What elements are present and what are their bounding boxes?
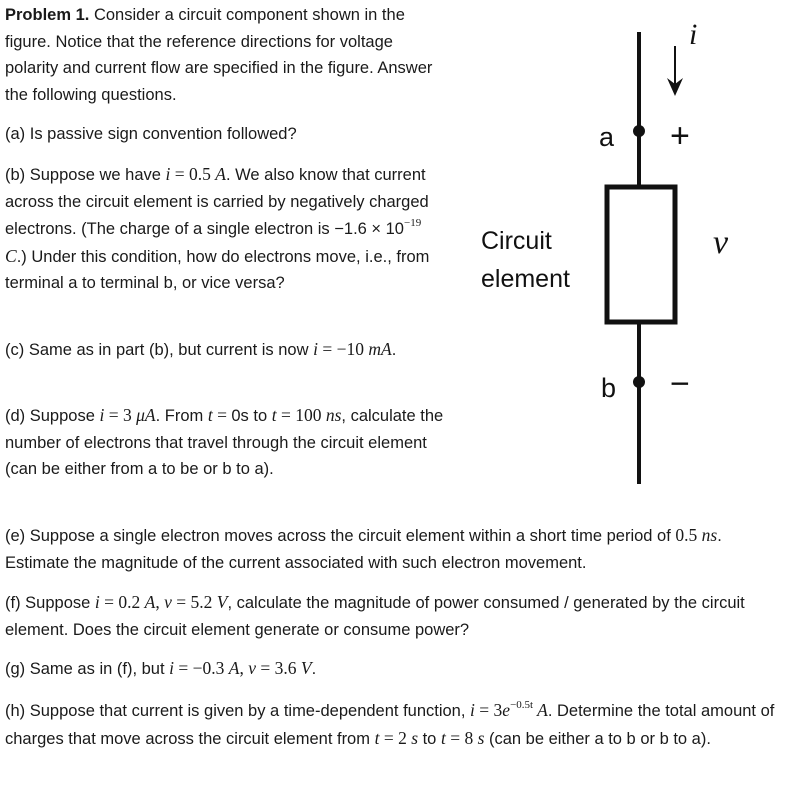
- minus-sign: −: [670, 365, 690, 403]
- terminal-a-dot: [633, 125, 645, 137]
- question-a: (a) Is passive sign convention followed?: [5, 125, 297, 143]
- element-label-line2: element: [481, 265, 570, 293]
- plus-sign: +: [670, 117, 690, 155]
- question-c: (c) Same as in part (b), but current is now i = −10 mA.: [5, 339, 397, 359]
- question-e: (e) Suppose a single electron moves across the circuit element within a short time period of 0.5 ns. Estimate the magnitude of the current associated with such electron movement.: [5, 525, 722, 572]
- intro-text: Consider a circuit component shown in the figure. Notice that the reference directions for voltage polarity and current flow are specified in the figure. Answer the following questions.: [5, 6, 433, 104]
- terminal-b-label: b: [601, 373, 617, 403]
- element-label-line1: Circuit: [481, 227, 552, 255]
- question-d: (d) Suppose i = 3 μA. From t = 0s to t = 100 ns, calculate the number of electrons that travel through the circuit element (can be either from a to be or b to a).: [5, 405, 444, 478]
- circuit-element-box: [607, 187, 675, 322]
- terminal-a-label: a: [599, 122, 615, 152]
- question-f: (f) Suppose i = 0.2 A, v = 5.2 V, calculate the magnitude of power consumed / generated by the circuit element. Does the circuit element generate or consume power?: [5, 592, 745, 639]
- question-h: (h) Suppose that current is given by a time-dependent function, $i = 3e^{-0.5t}$ A. Determine the total amount of charges that move across the circuit element from t = 2 s to t = 8 s (can be either a to b or b to a).: [5, 698, 775, 748]
- terminal-b-dot: [633, 376, 645, 388]
- problem-intro: [5, 2, 447, 108]
- problem-title: Problem 1.: [5, 6, 90, 24]
- question-g: (g) Same as in (f), but i = −0.3 A, v = 3.6 V.: [5, 658, 317, 678]
- question-b: (b) Suppose we have i = 0.5 A. We also know that current across the circuit element is carried by negatively charged electrons. (The charge of a single electron is $-1.6 \times 10^{-19}$ C.) Under this condition, how do electrons move, i.e., from terminal a to terminal b, or vice versa?: [5, 164, 430, 292]
- current-label: i: [689, 18, 698, 51]
- voltage-label: v: [713, 224, 729, 261]
- circuit-figure: [470, 0, 789, 500]
